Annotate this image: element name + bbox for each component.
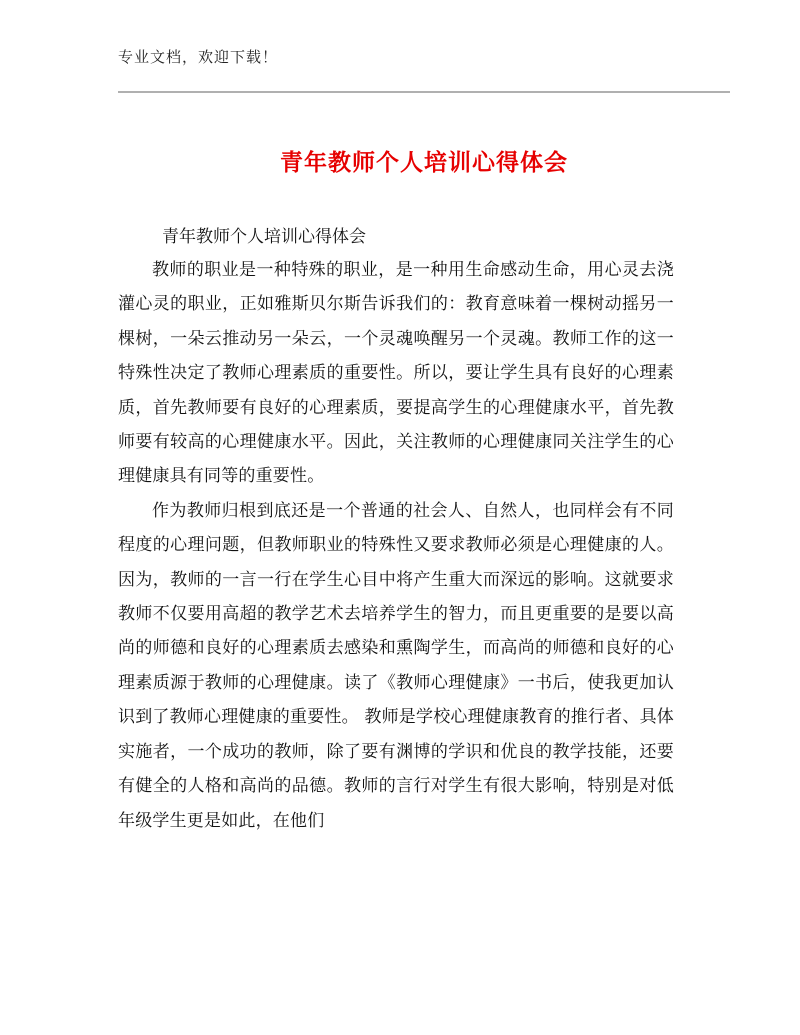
document-title: 青年教师个人培训心得体会 — [280, 150, 568, 176]
document-subtitle: 青年教师个人培训心得体会 — [162, 227, 366, 247]
document-body — [118, 253, 674, 838]
header-divider — [118, 91, 730, 93]
paragraph: 教师的职业是一种特殊的职业，是一种用生命感动生命，用心灵去浇灌心灵的职业，正如雅斯贝尔斯告诉我们的：教育意味着一棵树动摇另一棵树，一朵云推动另一朵云，一个灵魂唤醒另一个灵魂。教师工作的这一特殊性决定了教师心理素质的重要性。所以，要让学生具有良好的心理素质，首先教师要有良好的心理素质，要提高学生的心理健康水平，首先教师要有较高的心理健康水平。因此，关注教师的心理健康同关注学生的心理健康具有同等的重要性。 — [118, 260, 674, 487]
paragraph: 作为教师归根到底还是一个普通的社会人、自然人，也同样会有不同程度的心理问题，但教师职业的特殊性又要求教师必须是心理健康的人。因为，教师的一言一行在学生心目中将产生重大而深远的影响。这就要求教师不仅要用高超的教学艺术去培养学生的智力，而且更重要的是要以高尚的师德和良好的心理素质去感染和熏陶学生，而高尚的师德和良好的心理素质源于教师的心理健康。读了《教师心理健康》一书后，使我更加认识到了教师心理健康的重要性。 教师是学校心理健康教育的推行者、具体实施者，一个成功的教师，除了要有渊博的学识和优良的教学技能，还要有健全的人格和高尚的品德。教师的言行对学生有很大影响，特别是对低年级学生更是如此，在他们 — [118, 500, 675, 831]
header-note: 专业文档，欢迎下载！ — [118, 48, 279, 66]
